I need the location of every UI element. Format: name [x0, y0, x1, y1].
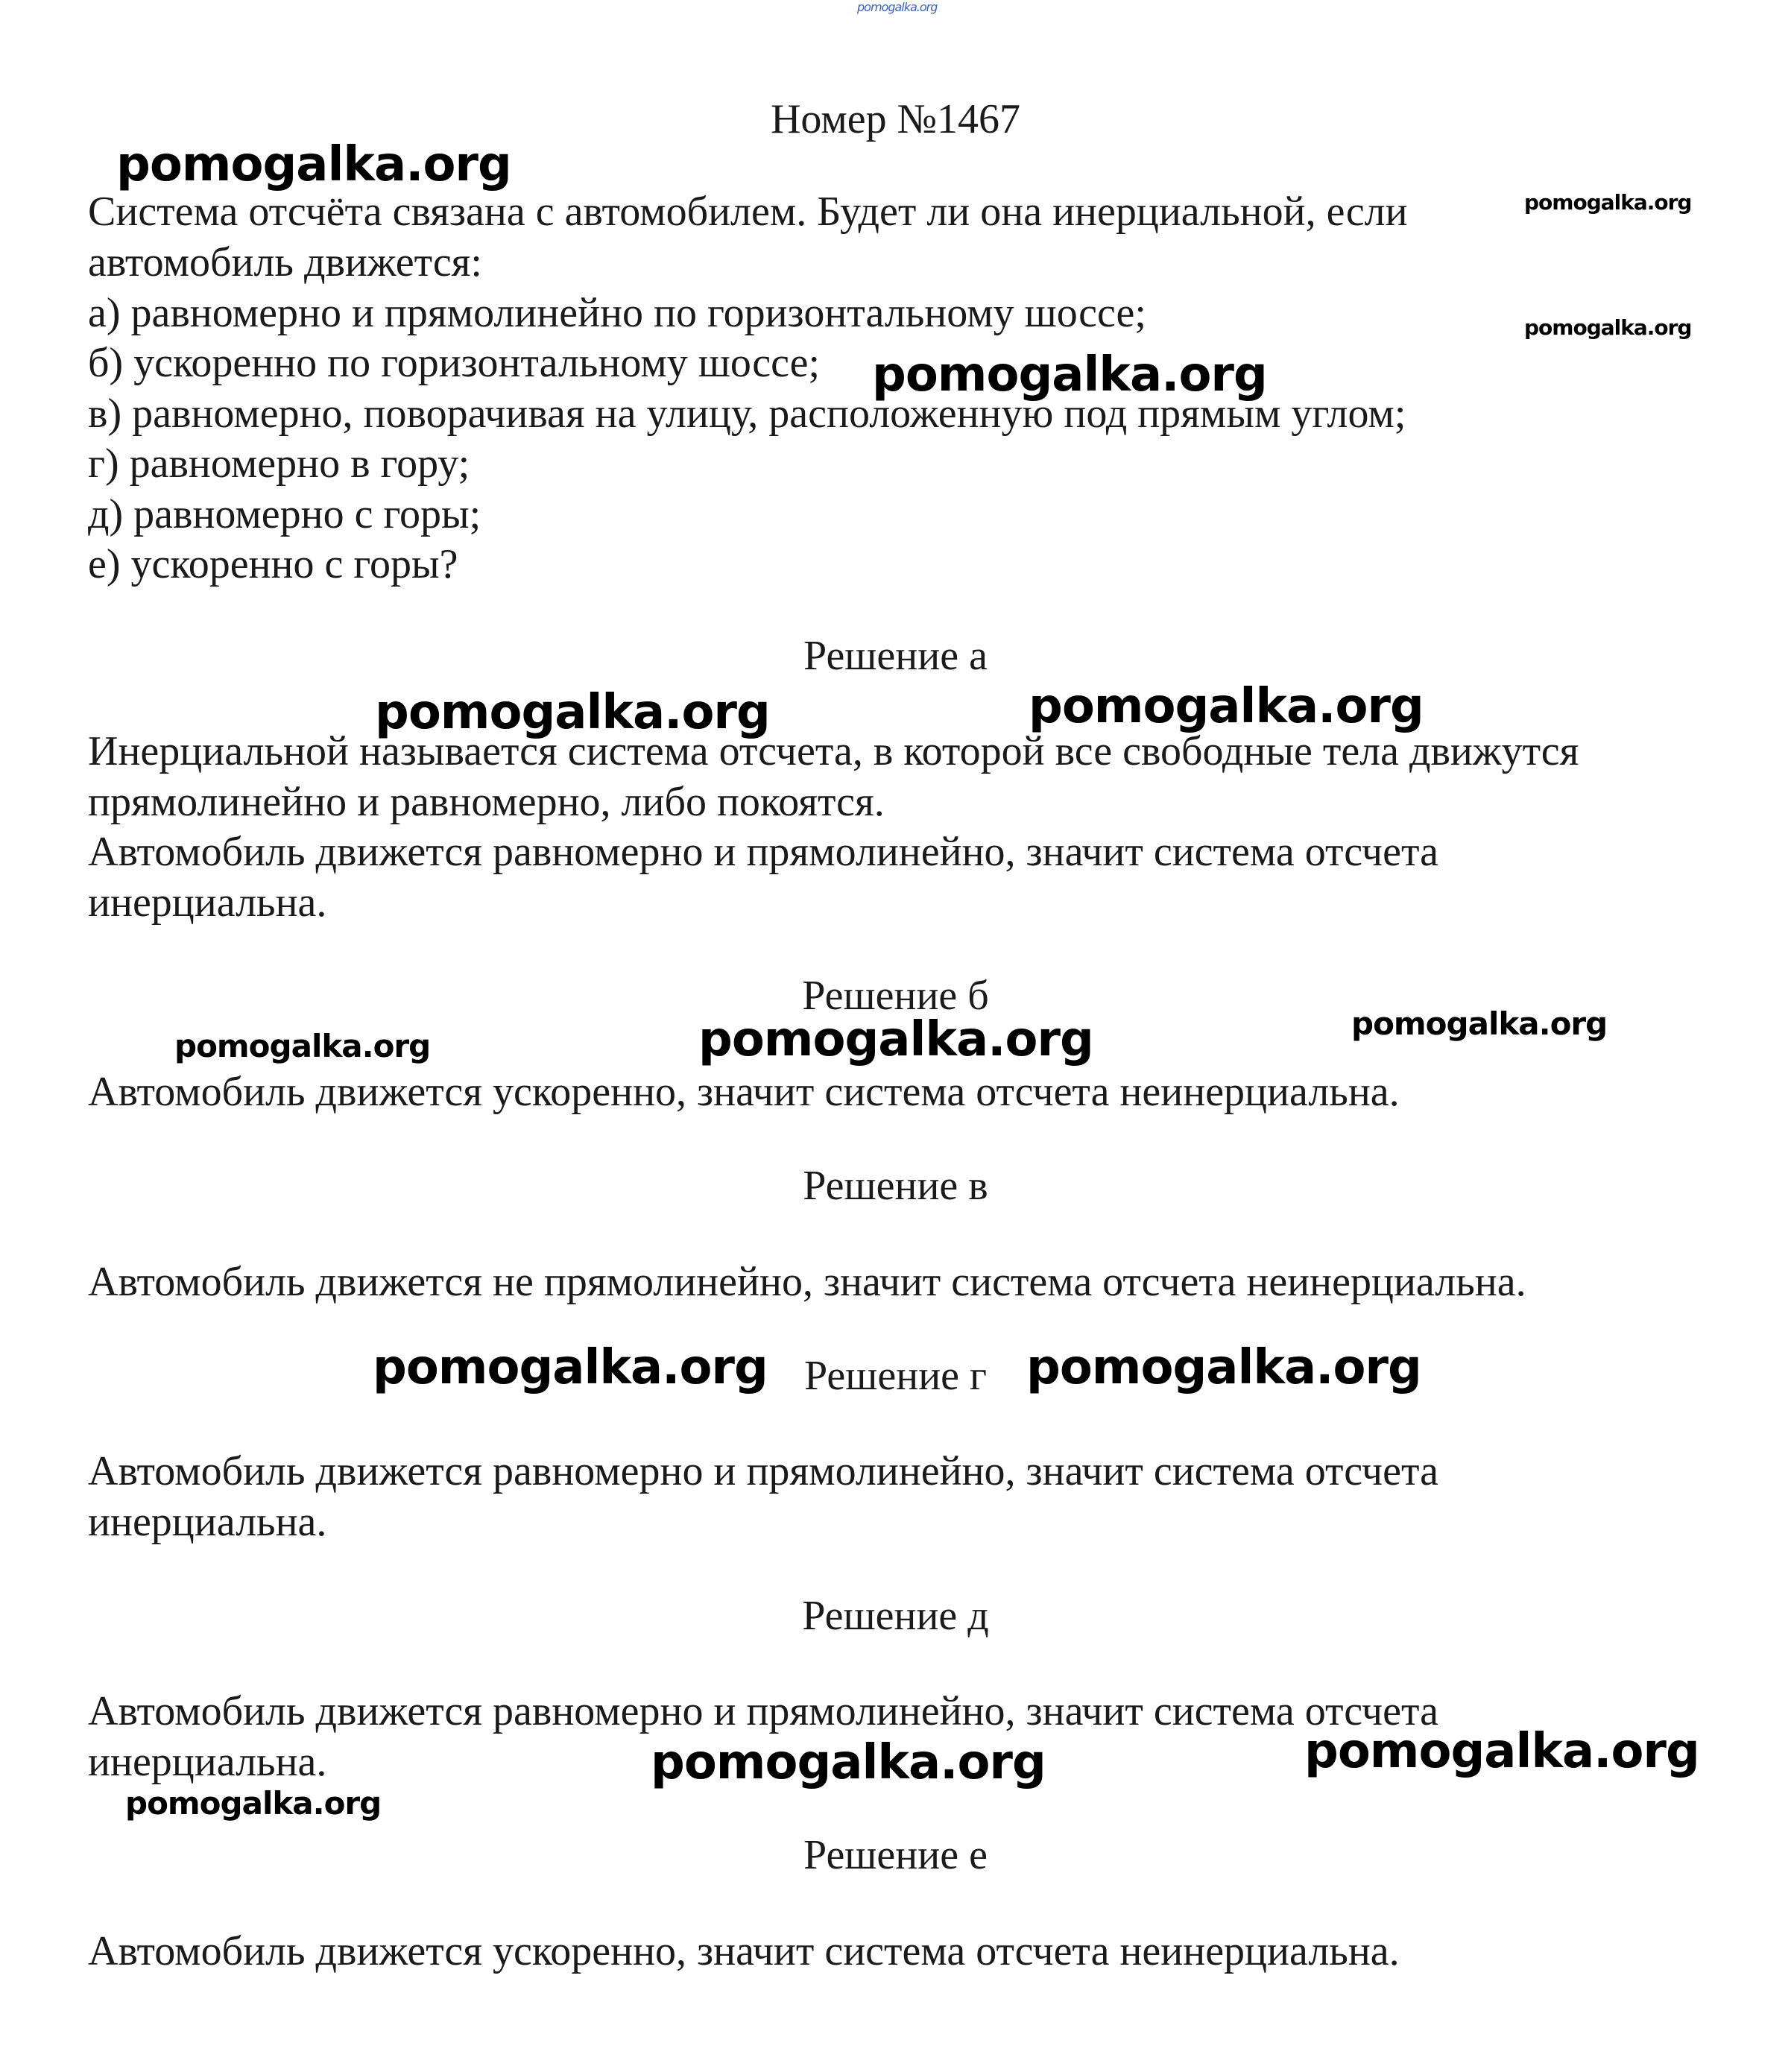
- solution-a-text: Инерциальной называется система отсчета, в которой все свободные тела движутся: [88, 728, 1579, 774]
- watermark: pomogalka.org: [698, 1012, 1093, 1067]
- watermark: pomogalka.org: [116, 137, 511, 192]
- watermark: pomogalka.org: [1524, 190, 1692, 215]
- problem-option-b: б) ускоренно по горизонтальному шоссе;: [88, 340, 821, 386]
- solution-a-text: Автомобиль движется равномерно и прямолинейно, значит система отсчета: [88, 829, 1438, 875]
- watermark: pomogalka.org: [174, 1028, 431, 1064]
- solution-b-heading: Решение б: [802, 973, 989, 1019]
- solution-d-text: инерциальна.: [88, 1739, 327, 1785]
- solution-d-text: Автомобиль движется равномерно и прямолинейно, значит система отсчета: [88, 1688, 1438, 1734]
- problem-line: автомобиль движется:: [88, 239, 482, 285]
- solution-a-text: прямолинейно и равномерно, либо покоятся.: [88, 779, 885, 825]
- solution-v-text: Автомобиль движется не прямолинейно, значит система отсчета неинерциальна.: [88, 1259, 1526, 1305]
- watermark: pomogalka.org: [125, 1785, 382, 1822]
- watermark: pomogalka.org: [1029, 679, 1424, 734]
- watermark: pomogalka.org: [373, 1340, 768, 1395]
- watermark: pomogalka.org: [857, 0, 938, 14]
- problem-option-e: е) ускоренно с горы?: [88, 541, 458, 587]
- watermark: pomogalka.org: [1026, 1340, 1421, 1395]
- problem-line: Система отсчёта связана с автомобилем. Будет ли она инерциальной, если: [88, 189, 1408, 235]
- solution-a-text: инерциальна.: [88, 879, 327, 926]
- solution-a-heading: Решение а: [803, 633, 988, 679]
- solution-d-heading: Решение д: [802, 1593, 989, 1639]
- problem-option-a: а) равномерно и прямолинейно по горизонтальному шоссе;: [88, 290, 1146, 336]
- solution-g-text: инерциальна.: [88, 1499, 327, 1545]
- problem-option-d: д) равномерно с горы;: [88, 491, 481, 537]
- solution-b-text: Автомобиль движется ускоренно, значит система отсчета неинерциальна.: [88, 1069, 1400, 1115]
- watermark: pomogalka.org: [1524, 315, 1692, 340]
- problem-option-g: г) равномерно в гору;: [88, 440, 470, 487]
- watermark: pomogalka.org: [375, 685, 770, 740]
- solution-e-heading: Решение е: [803, 1832, 988, 1878]
- problem-option-v: в) равномерно, поворачивая на улицу, расположенную под прямым углом;: [88, 391, 1406, 437]
- watermark: pomogalka.org: [1304, 1724, 1699, 1779]
- solution-v-heading: Решение в: [803, 1163, 988, 1209]
- solution-g-heading: Решение г: [804, 1353, 987, 1399]
- watermark: pomogalka.org: [651, 1735, 1046, 1790]
- solution-e-text: Автомобиль движется ускоренно, значит система отсчета неинерциальна.: [88, 1928, 1400, 1974]
- page-title: Номер №1467: [770, 96, 1021, 142]
- watermark: pomogalka.org: [872, 347, 1267, 402]
- solution-g-text: Автомобиль движется равномерно и прямолинейно, значит система отсчета: [88, 1448, 1438, 1494]
- watermark: pomogalka.org: [1351, 1005, 1608, 1042]
